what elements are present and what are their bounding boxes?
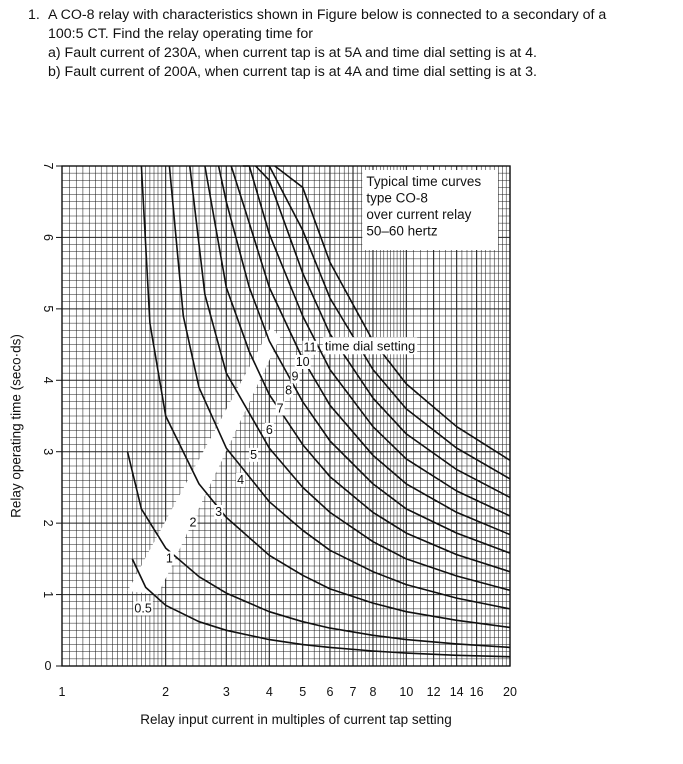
curve-label: 7 xyxy=(276,401,284,416)
curve-label: 11 xyxy=(303,340,317,355)
y-tick-label: 5 xyxy=(41,305,55,313)
curve-label: 5 xyxy=(250,447,258,462)
question-number: 1. xyxy=(28,7,40,23)
y-tick-label: 2 xyxy=(41,519,55,527)
y-axis-label: Relay operating time (seco·ds) xyxy=(8,334,24,518)
y-tick-label: 7 xyxy=(41,162,55,170)
time-dial-setting-annotation: time dial setting xyxy=(324,338,416,354)
x-tick-label: 6 xyxy=(326,685,334,699)
x-tick-label: 4 xyxy=(265,685,273,699)
y-tick-label: 0 xyxy=(44,659,52,673)
x-tick-label: 16 xyxy=(469,685,484,699)
x-tick-label: 3 xyxy=(222,685,230,699)
curve-label: 6 xyxy=(265,422,273,437)
legend-line: Typical time curves xyxy=(366,174,482,189)
legend-line: type CO-8 xyxy=(366,190,428,206)
relay-time-curve-chart xyxy=(0,150,683,764)
x-axis-label: Relay input current in multiples of current tap setting xyxy=(140,712,452,727)
x-tick-label: 2 xyxy=(162,685,170,699)
question-part-a: a) Fault current of 230A, when current tap is at 5A and time dial setting is at 4. xyxy=(48,45,537,61)
x-tick-label: 8 xyxy=(369,685,377,699)
y-tick-label: 6 xyxy=(41,233,55,241)
legend-line: over current relay xyxy=(366,207,472,222)
question-text xyxy=(28,6,668,82)
curve-label: 10 xyxy=(295,355,310,369)
legend-line: 50–60 hertz xyxy=(366,223,438,239)
curve-tds-1 xyxy=(128,452,511,648)
x-tick-label: 7 xyxy=(349,685,357,699)
curve-label: 2 xyxy=(189,515,197,530)
curve-label: 1 xyxy=(165,551,173,566)
x-tick-label: 10 xyxy=(399,685,414,699)
x-tick-label: 14 xyxy=(449,685,464,699)
y-tick-label: 1 xyxy=(41,591,55,599)
curve-label: 8 xyxy=(285,383,293,398)
x-tick-label: 20 xyxy=(503,685,517,699)
x-tick-label: 12 xyxy=(426,685,441,699)
curve-label: 4 xyxy=(237,472,245,487)
question-line-2: 100:5 CT. Find the relay operating time for xyxy=(48,26,313,42)
curve-label: 0.5 xyxy=(134,601,152,616)
question-part-b: b) Fault current of 200A, when current tap is at 4A and time dial setting is at 3. xyxy=(48,64,537,80)
y-tick-label: 4 xyxy=(41,376,55,384)
question-line-1: 1. A CO-8 relay with characteristics shown in Figure below is connected to a secondary of a xyxy=(28,7,607,23)
curve-label: 9 xyxy=(291,369,299,384)
x-tick-label: 5 xyxy=(299,685,307,699)
curve-tds-0_5 xyxy=(132,559,510,657)
curve-label: 3 xyxy=(215,505,223,519)
x-tick-label: 1 xyxy=(58,685,66,699)
y-tick-label: 3 xyxy=(41,448,55,456)
